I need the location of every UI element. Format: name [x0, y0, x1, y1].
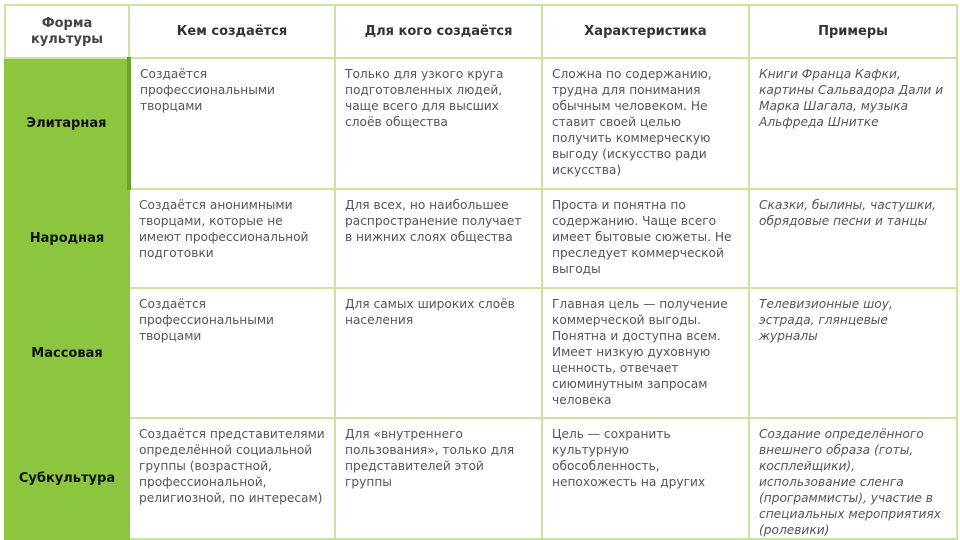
- cell-for-whom: Для самых широких слоёв населения: [335, 288, 542, 418]
- cell-by-whom: Создаётся представителями определённой социальной группы (возрастной, профессиональной, религиозной, по интересам): [129, 418, 335, 539]
- cell-examples: Сказки, былины, частушки, обрядовые песни и танцы: [749, 189, 957, 288]
- cell-examples: Создание определённого внешнего образа (готы, косплейщики), использование сленга (программисты), участие в специальных мероприятиях (ролевики): [749, 418, 957, 539]
- cell-characteristic: Проста и понятна по содержанию. Чаще всего имеет бытовые сюжеты. Не преследует коммерческой выгоды: [542, 189, 749, 288]
- culture-forms-table: [4, 4, 958, 540]
- header-row: [5, 5, 957, 58]
- row-form-label: Элитарная: [5, 58, 129, 189]
- header-characteristic: Характеристика: [542, 5, 749, 58]
- cell-by-whom: Создаётся анонимными творцами, которые не имеют профессиональной подготовки: [129, 189, 335, 288]
- table-row-folk: [5, 189, 957, 288]
- culture-forms-table-wrapper: [4, 4, 958, 540]
- cell-examples: Книги Франца Кафки, картины Сальвадора Дали и Марка Шагала, музыка Альфреда Шнитке: [749, 58, 957, 189]
- header-for-whom: Для кого создаётся: [335, 5, 542, 58]
- header-by-whom: Кем создаётся: [129, 5, 335, 58]
- cell-by-whom: Создаётся профессиональными творцами: [129, 288, 335, 418]
- cell-examples: Телевизионные шоу, эстрада, глянцевые журналы: [749, 288, 957, 418]
- cell-characteristic: Цель — сохранить культурную обособленность, непохожесть на других: [542, 418, 749, 539]
- table-row-mass: [5, 288, 957, 418]
- row-form-label: Народная: [5, 189, 129, 288]
- cell-characteristic: Главная цель — получение коммерческой выгоды. Понятна и доступна всем. Имеет низкую духовную ценность, отвечает сиюминутным запросам человека: [542, 288, 749, 418]
- header-form: Форма культуры: [5, 5, 129, 58]
- table-row-subculture: [5, 418, 957, 539]
- table-row-elite: [5, 58, 957, 189]
- cell-by-whom: Создаётся профессиональными творцами: [129, 58, 335, 189]
- row-form-label: Массовая: [5, 288, 129, 418]
- header-examples: Примеры: [749, 5, 957, 58]
- cell-for-whom: Только для узкого круга подготовленных людей, чаще всего для высших слоёв общества: [335, 58, 542, 189]
- cell-for-whom: Для всех, но наибольшее распространение получает в нижних слоях общества: [335, 189, 542, 288]
- cell-characteristic: Сложна по содержанию, трудна для понимания обычным человеком. Не ставит своей целью получить коммерческую выгоду (искусство ради искусства): [542, 58, 749, 189]
- row-form-label: Субкультура: [5, 418, 129, 539]
- cell-for-whom: Для «внутреннего пользования», только для представителей этой группы: [335, 418, 542, 539]
